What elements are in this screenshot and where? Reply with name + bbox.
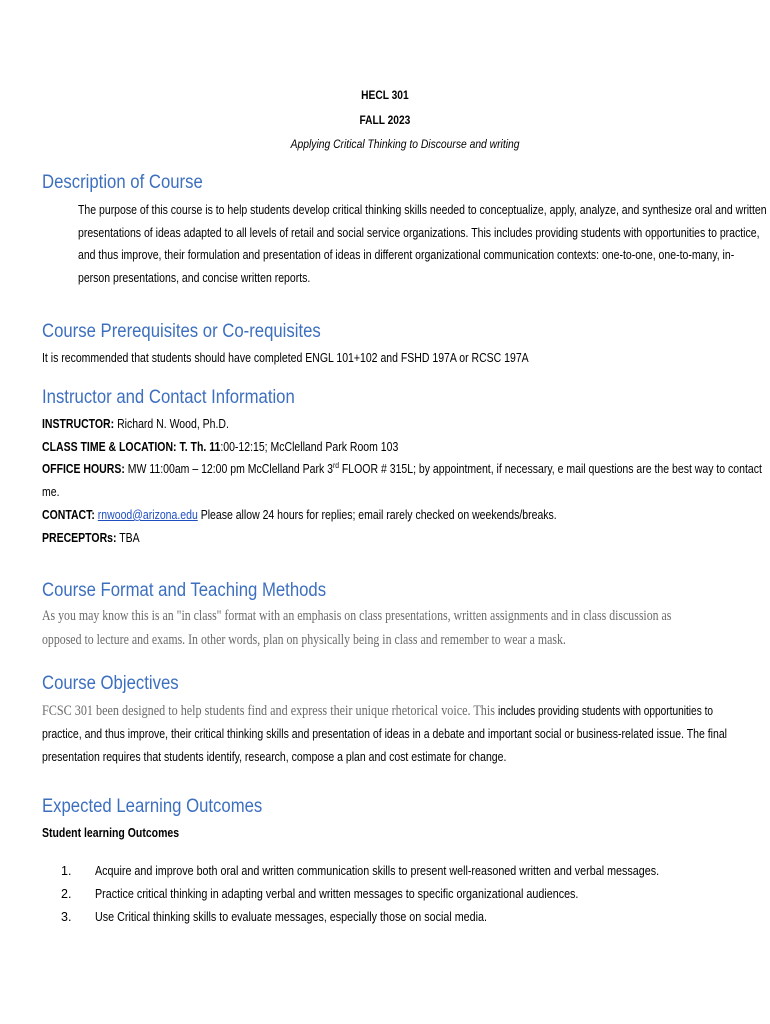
description-line-2: presentations of ideas adapted to all levels of retail and social service organizations. This includes providing students with opportunities to practice, [78, 226, 760, 240]
outcome-item [61, 910, 741, 933]
preceptors-label: PRECEPTORs: [42, 531, 117, 545]
class-time-value: :00-12:15; McClelland Park Room 103 [220, 440, 399, 454]
contact-email-link[interactable]: rnwood@arizona.edu [97, 508, 198, 522]
description-line-1: The purpose of this course is to help students develop critical thinking skills needed to conceptualize, apply, analyze, and synthesize oral and written [78, 203, 767, 217]
outcome-item [61, 864, 741, 887]
outcome-number: 3. [61, 910, 72, 924]
preceptors-line [42, 531, 140, 545]
objectives-line-2: practice, and thus improve, their critical thinking skills and presentation of ideas in a debate and important social or business-related issue. The final [42, 727, 728, 741]
contact-note: Please allow 24 hours for replies; email rarely checked on weekends/breaks. [197, 508, 557, 522]
prerequisites-text: It is recommended that students should have completed ENGL 101+102 and FSHD 197A or RCSC 197A [42, 351, 529, 365]
outcome-item [61, 887, 741, 910]
class-time-label: CLASS TIME & LOCATION: T. Th. 11 [42, 440, 221, 454]
outcome-number: 2. [61, 887, 72, 901]
objectives-line-3: presentation requires that students identify, research, compose a plan and cost estimate for change. [42, 750, 507, 764]
contact-label: CONTACT: [42, 508, 95, 522]
outcomes-heading: Expected Learning Outcomes [42, 796, 263, 817]
format-line-1: As you may know this is an "in class" format with an emphasis on class presentations, written assignments and in class discussion as [42, 608, 672, 624]
course-term [0, 113, 770, 127]
office-hours-value-b: FLOOR # 315L; by appointment, if necessary, e mail questions are the best way to contact [338, 462, 762, 476]
course-subtitle [20, 137, 770, 151]
course-code [0, 88, 770, 102]
objectives-line-1-sans: includes providing students with opportunities to [498, 704, 714, 718]
instructor-label: INSTRUCTOR: [42, 417, 115, 431]
instructor-line [42, 417, 229, 431]
preceptors-value: TBA [116, 531, 140, 545]
format-heading: Course Format and Teaching Methods [42, 580, 327, 601]
description-line-4: person presentations, and concise written reports. [78, 271, 311, 285]
office-hours-value-a: MW 11:00am – 12:00 pm McClelland Park 3 [124, 462, 333, 476]
instructor-heading: Instructor and Contact Information [42, 387, 295, 408]
description-heading: Description of Course [42, 172, 203, 193]
office-hours-sup: rd [332, 460, 339, 470]
objectives-heading: Course Objectives [42, 673, 179, 694]
format-line-2: opposed to lecture and exams. In other words, plan on physically being in class and remember to wear a mask. [42, 632, 566, 648]
instructor-name: Richard N. Wood, Ph.D. [114, 417, 229, 431]
course-term-text: FALL 2023 [359, 113, 411, 127]
course-subtitle-text: Applying Critical Thinking to Discourse and writing [290, 137, 520, 151]
outcome-number: 1. [61, 864, 72, 878]
outcomes-list [61, 864, 741, 933]
outcome-text: Use Critical thinking skills to evaluate messages, especially those on social media. [95, 910, 487, 924]
objectives-line-1 [42, 703, 713, 720]
outcome-text: Acquire and improve both oral and written communication skills to present well-reasoned written and verbal messages. [95, 864, 660, 878]
outcomes-subheading: Student learning Outcomes [42, 826, 180, 840]
outcome-text: Practice critical thinking in adapting verbal and written messages to specific organizational audiences. [95, 887, 579, 901]
office-hours-label: OFFICE HOURS: [42, 462, 125, 476]
prerequisites-heading: Course Prerequisites or Co-requisites [42, 321, 321, 342]
description-line-3: and thus improve, their formulation and presentation of ideas in different organizational communication contexts: one-to-one, one-to-many, in- [78, 248, 735, 262]
class-time-line [42, 440, 398, 454]
office-hours-line [42, 462, 762, 476]
office-hours-continuation: me. [42, 485, 60, 499]
contact-line [42, 508, 557, 522]
objectives-line-1-serif: FCSC 301 been designed to help students find and express their unique rhetorical voice. This [42, 703, 499, 719]
course-code-text: HECL 301 [361, 88, 409, 102]
